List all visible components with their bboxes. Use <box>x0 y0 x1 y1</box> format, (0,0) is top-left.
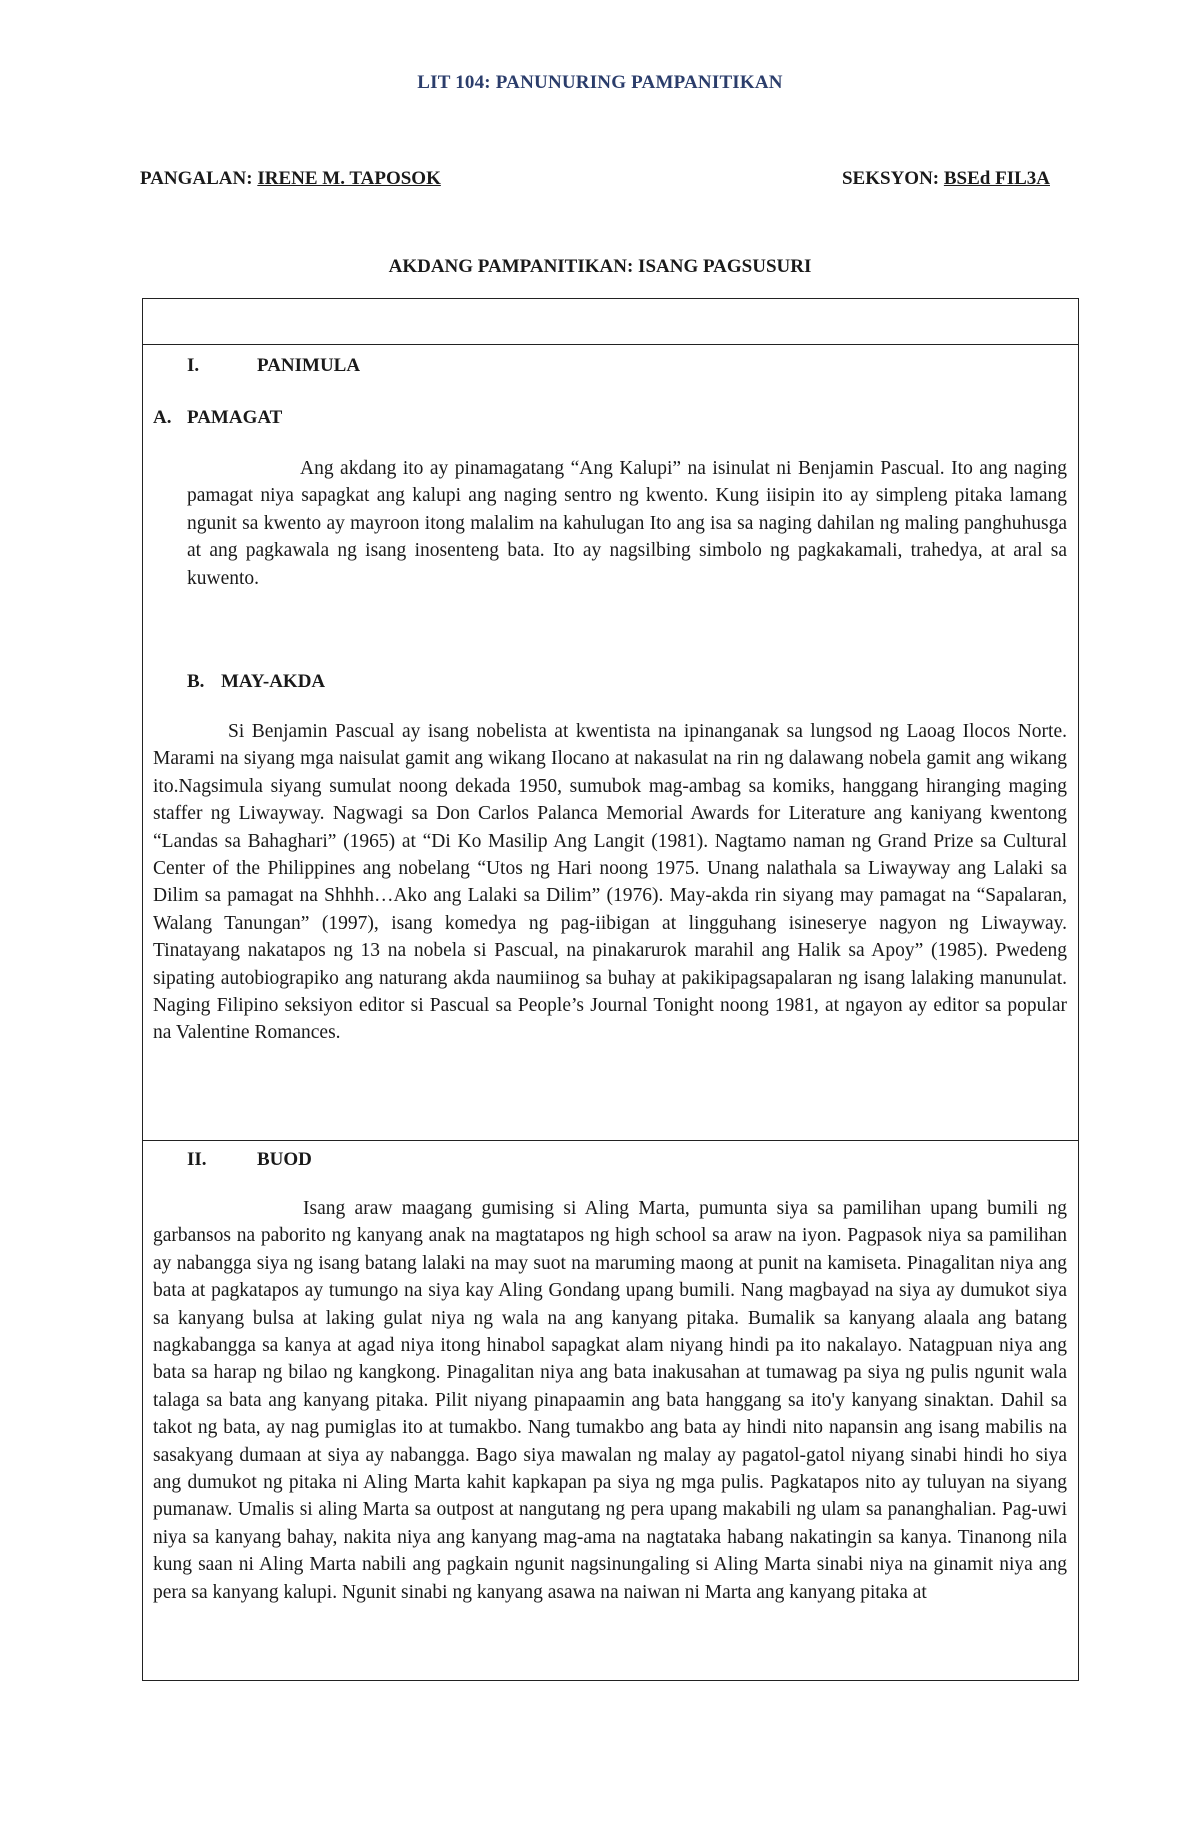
may-akda-title: MAY-AKDA <box>221 671 326 692</box>
student-info-row <box>140 168 1050 198</box>
panimula-heading <box>187 355 360 377</box>
may-akda-letter: B. <box>187 671 205 692</box>
buod-number: II. <box>187 1149 207 1170</box>
name-label: PANGALAN: <box>140 168 253 189</box>
student-section <box>842 168 1050 190</box>
panimula-number: I. <box>187 355 200 376</box>
panimula-title: PANIMULA <box>257 355 361 376</box>
pamagat-heading <box>153 407 282 429</box>
name-value: IRENE M. TAPOSOK <box>257 168 441 189</box>
pamagat-title: PAMAGAT <box>187 407 283 428</box>
buod-title: BUOD <box>257 1149 312 1170</box>
table-empty-row <box>143 299 1078 345</box>
buod-heading <box>187 1149 312 1171</box>
course-title: LIT 104: PANUNURING PAMPANITIKAN <box>417 72 783 93</box>
section-value: BSEd FIL3A <box>943 168 1050 189</box>
student-name <box>140 168 441 190</box>
pamagat-letter: A. <box>153 407 172 428</box>
buod-text: Isang araw maagang gumising si Aling Marta, pumunta siya sa pamilihan upang bumili ng garbansos na paborito ng kanyang anak na magtatapos ng high school sa araw na iyon. Pagpasok niya sa pamilihan ay nabangga siya ng isang batang lalaki na may suot na maruming maong at punit na kamiseta. Pinagalitan niya ang bata at pagkatapos ay tumungo na siya kay Aling Gondang upang bumili. Nang magbayad na siya ay dumukot siya sa kanyang bulsa at laking gulat niya ng wala na ang kanyang pitaka. Bumalik sa kanyang alaala ang batang nagkabangga sa kanya at agad niya itong hinabol sapagkat alam niyang hindi pa ito nakalayo. Natagpuan niya ang bata sa harap ng bilao ng kangkong. Pinagalitan niya ang bata inakusahan at tumawag pa siya ng pulis ngunit wala talaga sa bata ang kanyang pitaka. Pilit niyang pinapaamin ang bata hanggang sa ito'y kanyang sinaktan. Dahil sa takot ng bata, ay nag pumiglas ito at tumakbo. Nang tumakbo ang bata ay hindi nito napansin ang isang mabilis na sasakyang dumaan at siya ay nabangga. Bago siya mawalan ng malay ay pagatol-gatol niyang sinabi hindi ho siya ang dumukot ng pitaka ni Aling Marta kahit kapkapan pa siya ng mga pulis. Pagkatapos nito ay tuluyan na siyang pumanaw. Umalis si aling Marta sa outpost at nangutang ng pera upang makabili ng ulam sa pananghalian. Pag-uwi niya sa kanyang bahay, nakita niya ang kanyang mag-ama na nagtataka habang nakatingin sa kanya. Tinanong nila kung saan ni Aling Marta nabili ang pagkain ngunit nagsinungaling si Aling Marta sinabi niya na ginamit niya ang pera sa kanyang kalupi. Ngunit sinabi ng kanyang asawa na naiwan ni Marta ang kanyang pitaka at <box>153 1198 1067 1603</box>
may-akda-text: Si Benjamin Pascual ay isang nobelista at kwentista na ipinanganak sa lungsod ng Laoag Ilocos Norte. Marami na siyang mga naisulat gamit ang wikang Ilocano at nakasulat na rin ng dalawang nobela gamit ang wikang ito.Nagsimula siyang sumulat noong dekada 1950, sumubok mag-ambag sa komiks, hanggang hiranging maging staffer ng Liwayway. Nagwagi sa Don Carlos Palanca Memorial Awards for Literature ang kaniyang kwentong “Landas sa Bahaghari” (1965) at “Di Ko Masilip Ang Langit (1981). Nagtamo naman ng Grand Prize sa Cultural Center of the Philippines ang nobelang “Utos ng Hari noong 1975. Unang nalathala sa Liwayway ang Lalaki sa Dilim sa pamagat na Shhhh…Ako ang Lalaki sa Dilim” (1976). May-akda rin siyang may pamagat na “Sapalaran, Walang Tanungan” (1997), isang komedya ng pag-iibigan at lingguhang isineserye nagyon ng Liwayway. Tinatayang nakatapos ng 13 na nobela si Pascual, na pinakarurok marahil ang Halik sa Apoy” (1985). Pwedeng sipating autobiograpiko ang naturang akda naumiinog sa buhay at pakikipagsapalaran ng isang lalaking manunulat. Naging Filipino seksiyon editor si Pascual sa People’s Journal Tonight noong 1981, at ngayon ay editor sa popular na Valentine Romances. <box>153 721 1067 1044</box>
pamagat-text: Ang akdang ito ay pinamagatang “Ang Kalupi” na isinulat ni Benjamin Pascual. Ito ang naging pamagat niya sapagkat ang kalupi ang naging sentro ng kwento. Kung iisipin ito ay simpleng pitaka lamang ngunit sa kwento ay mayroon itong malalim na kahulugan Ito ang isa sa naging dahilan ng maling panghuhusga at ang pagkawala ng isang inosenteng bata. Ito ay nagsilbing simbolo ng pagkakamali, trahedya, at aral sa kuwento. <box>187 458 1067 589</box>
analysis-table <box>142 298 1079 1681</box>
section-label: SEKSYON: <box>841 168 940 189</box>
document-title: AKDANG PAMPANITIKAN: ISANG PAGSUSURI <box>388 256 812 277</box>
section-panimula <box>143 345 1078 1141</box>
may-akda-heading <box>187 671 325 693</box>
